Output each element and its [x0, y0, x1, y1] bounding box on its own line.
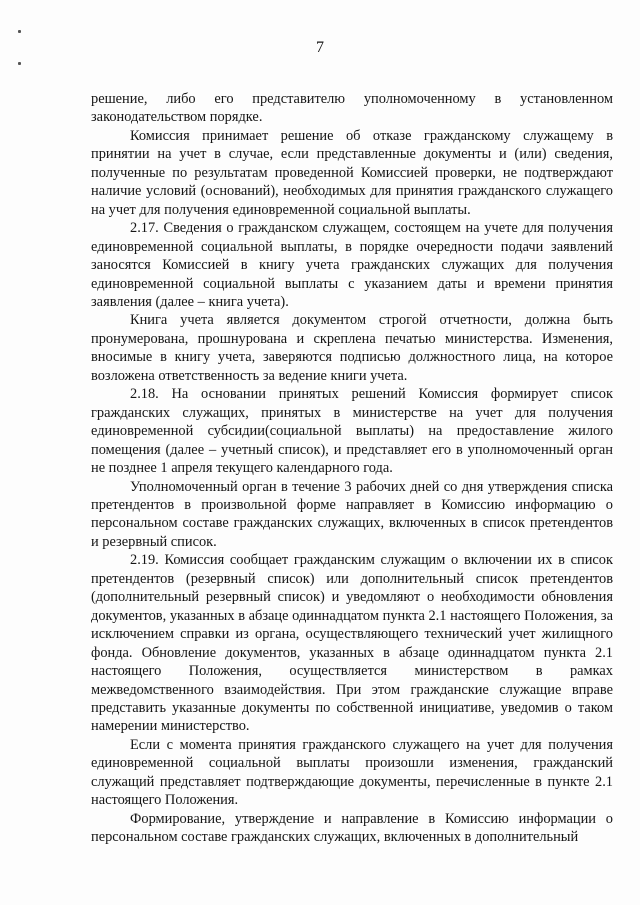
paragraph: Комиссия принимает решение об отказе гражданскому служащему в принятии на учет в случае, если представленные документы и (или) сведения, полученные по результатам проведенной Комиссией проверки, не подтверждают наличие условий (оснований), необходимых для принятия гражданского служащего на учет для получения единовременной социальной выплаты. — [91, 127, 613, 218]
paragraph: Уполномоченный орган в течение 3 рабочих дней со дня утверждения списка претендентов в произвольной форме направляет в Комиссию информацию о персональном составе гражданских служащих, включенных в список претендентов и резервный список. — [91, 478, 613, 550]
scan-artifact — [18, 62, 21, 65]
paragraph: 2.19. Комиссия сообщает гражданским служащим о включении их в список претендентов (резервный список) или дополнительный список претендентов (дополнительный резервный список) и уведомляют о необходимости обновления документов, указанных в абзаце одиннадцатом пункта 2.1 настоящего Положения, за исключением справки из органа, осуществляющего технический учет жилищного фонда. Обновление документов, указанных в абзаце одиннадцатом пункта 2.1 настоящего Положения, осуществляется министерством в рамках межведомственного взаимодействия. При этом гражданские служащие вправе представить указанные документы по собственной инициативе, уведомив о таком намерении министерство. — [91, 552, 613, 735]
page-number: 7 — [316, 39, 324, 56]
paragraph: 2.18. На основании принятых решений Комиссия формирует список гражданских служащих, принятых в министерстве на учет для получения единовременной субсидии(социальной выплаты) на предоставление жилого помещения (далее – учетный список), и представляет его в уполномоченный орган не позднее 1 апреля текущего календарного года. — [91, 386, 613, 477]
paragraph: 2.17. Сведения о гражданском служащем, состоящем на учете для получения единовременной социальной выплаты, в порядке очередности подачи заявлений заносятся Комиссией в книгу учета гражданских служащих для получения единовременной социальной выплаты с указанием даты и времени принятия заявления (далее – книга учета). — [91, 220, 613, 310]
document-body — [91, 90, 613, 847]
paragraph: Формирование, утверждение и направление в Комиссию информации о персональном составе гражданских служащих, включенных в дополнительный — [91, 810, 613, 846]
scan-artifact — [18, 30, 21, 33]
paragraph: решение, либо его представителю уполномоченному в установленном законодательством порядке. — [91, 91, 613, 126]
paragraph: Если с момента принятия гражданского служащего на учет для получения единовременной социальной выплаты произошли изменения, гражданский служащий представляет подтверждающие документы, перечисленные в пункте 2.1 настоящего Положения. — [91, 736, 613, 809]
paragraph: Книга учета является документом строгой отчетности, должна быть пронумерована, прошнурована и скреплена печатью министерства. Изменения, вносимые в книгу учета, заверяются подписью должностного лица, на которое возложена ответственность за ведение книги учета. — [91, 312, 613, 384]
